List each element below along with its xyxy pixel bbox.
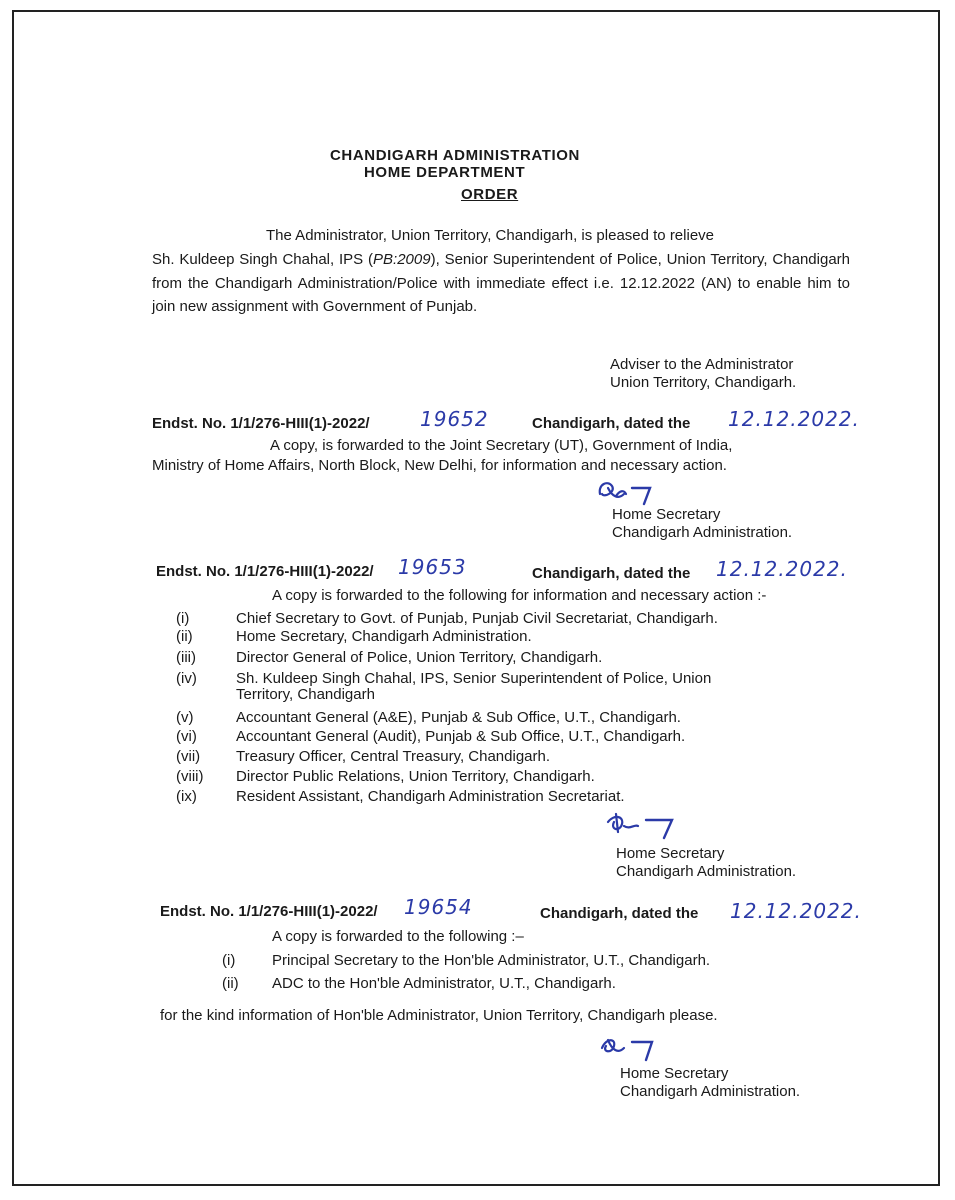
list-item-number: (i) [176, 610, 190, 627]
endst3-closing: for the kind information of Hon'ble Administrator, Union Territory, Chandigarh please. [160, 1007, 718, 1024]
list-item-number: (iii) [176, 649, 196, 666]
endst2-intro: A copy is forwarded to the following for information and necessary action :- [272, 587, 767, 604]
list-item-number: (iv) [176, 670, 197, 687]
list-item-text: Resident Assistant, Chandigarh Administration Secretariat. [236, 788, 625, 805]
list-item-number: (ii) [176, 628, 193, 645]
order-paragraph-first-line: The Administrator, Union Territory, Chandigarh, is pleased to relieve [266, 227, 715, 244]
endst3-signatory-line2: Chandigarh Administration. [620, 1083, 801, 1100]
list-item-number: (ii) [222, 975, 239, 992]
adviser-signatory-line1: Adviser to the Administrator [610, 356, 794, 373]
list-item-text: Accountant General (Audit), Punjab & Sub Office, U.T., Chandigarh. [236, 728, 686, 745]
adviser-signatory-line2: Union Territory, Chandigarh. [610, 374, 797, 391]
endst3-dated-label: Chandigarh, dated the [540, 905, 699, 922]
order-text-part2: ), Senior Superintendent of Police, Union Territory, Chandigarh from the Chandigarh Administration/Police with immediate effect i.e. 12.12.2022 (AN) to enable him to join new assignment with Government of Punjab. [152, 251, 850, 315]
list-item-text: Principal Secretary to the Hon'ble Administrator, U.T., Chandigarh. [272, 952, 711, 969]
endst3-number-label: Endst. No. 1/1/276-HIII(1)-2022/ [160, 903, 378, 920]
endst1-signatory-line2: Chandigarh Administration. [612, 524, 793, 541]
endst3-intro: A copy is forwarded to the following :– [272, 928, 524, 945]
endst2-number-label: Endst. No. 1/1/276-HIII(1)-2022/ [156, 563, 374, 580]
list-item-text: Treasury Officer, Central Treasury, Chandigarh. [236, 748, 551, 765]
endst2-signatory-line1: Home Secretary [616, 845, 725, 862]
endst2-signatory-line2: Chandigarh Administration. [616, 863, 797, 880]
endst1-signatory-line1: Home Secretary [612, 506, 721, 523]
list-item-number: (viii) [176, 768, 204, 785]
list-item-text: Director Public Relations, Union Territory, Chandigarh. [236, 768, 595, 785]
list-item-number: (v) [176, 709, 194, 726]
endst3-signature [596, 1032, 666, 1064]
list-item-text: Accountant General (A&E), Punjab & Sub Office, U.T., Chandigarh. [236, 709, 681, 726]
endst2-signature [604, 808, 684, 840]
list-item-number: (vi) [176, 728, 197, 745]
endst2-handwritten-number: 19653 [398, 555, 467, 579]
endst2-handwritten-date: 12.12.2022. [716, 557, 848, 581]
endst3-handwritten-number: 19654 [404, 895, 473, 919]
list-item-text: Home Secretary, Chandigarh Administration. [236, 628, 532, 645]
list-item-text: Director General of Police, Union Territory, Chandigarh. [236, 649, 603, 666]
endst1-handwritten-number: 19652 [420, 407, 489, 431]
list-item-text: ADC to the Hon'ble Administrator, U.T., Chandigarh. [272, 975, 616, 992]
endst1-text-second: Ministry of Home Affairs, North Block, New Delhi, for information and necessary action. [152, 457, 727, 474]
order-text-part1: Sh. Kuldeep Singh Chahal, IPS ( [152, 251, 374, 268]
order-batch: PB:2009 [373, 251, 431, 268]
list-item-text: Sh. Kuldeep Singh Chahal, IPS, Senior Superintendent of Police, Union [236, 670, 712, 687]
header-order: ORDER [461, 186, 519, 203]
list-item-number: (i) [222, 952, 236, 969]
endst3-handwritten-date: 12.12.2022. [730, 899, 862, 923]
list-item-number: (vii) [176, 748, 201, 765]
header-title: CHANDIGARH ADMINISTRATION [330, 147, 580, 164]
header-department: HOME DEPARTMENT [364, 164, 526, 181]
endst1-handwritten-date: 12.12.2022. [728, 407, 860, 431]
endst1-text-first: A copy, is forwarded to the Joint Secretary (UT), Government of India, [270, 437, 733, 454]
endst1-number-label: Endst. No. 1/1/276-HIII(1)-2022/ [152, 415, 370, 432]
list-item-number: (ix) [176, 788, 197, 805]
endst2-dated-label: Chandigarh, dated the [532, 565, 691, 582]
order-paragraph [152, 248, 850, 319]
list-item-text: Chief Secretary to Govt. of Punjab, Punjab Civil Secretariat, Chandigarh. [236, 610, 718, 627]
endst3-signatory-line1: Home Secretary [620, 1065, 729, 1082]
list-item-text-continued: Territory, Chandigarh [236, 686, 375, 703]
endst1-dated-label: Chandigarh, dated the [532, 415, 691, 432]
